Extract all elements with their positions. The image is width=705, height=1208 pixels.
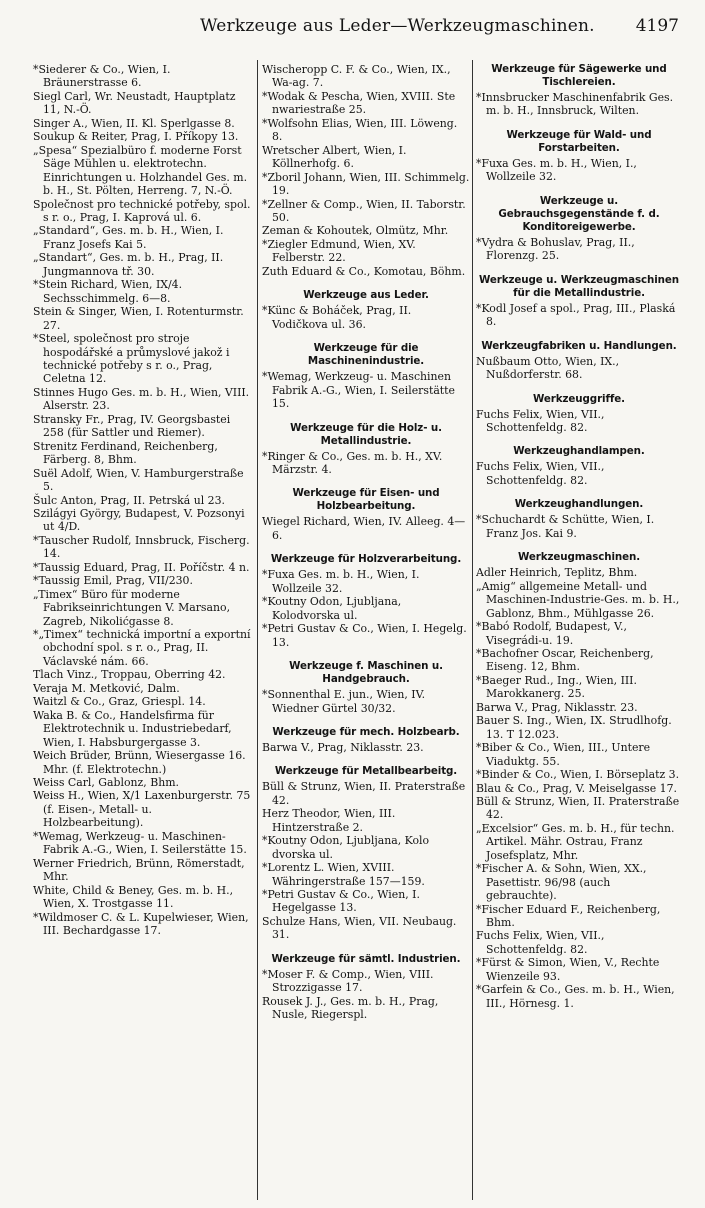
directory-entry: *Wemag, Werkzeug- u. Maschinen-Fabrik A.-G., Wien, I. Seilerstätte 15. — [33, 829, 247, 857]
directory-entry: Büll & Strunz, Wien, II. Praterstraße 42. — [262, 780, 466, 807]
directory-entry: *Petri Gustav & Co., Wien, I. Hegelgasse 13. — [262, 888, 420, 915]
directory-entry: *Moser F. & Comp., Wien, VIII. Strozzigasse 17. — [262, 967, 434, 995]
directory-entry: *Baeger Rud., Ing., Wien, III. Marokkanerg. 25. — [476, 673, 637, 701]
directory-entry: „Spesa“ Spezialbüro f. moderne Forst Säge Mühlen u. elektrotechn. Einrichtungen u. Holzhandel Ges. m. b. H., St. Pölten, Herreng. 7, N.-Ö. — [33, 143, 248, 198]
section-heading: Werkzeuge aus Leder. — [303, 289, 429, 302]
directory-entry: Veraja M. Metković, Dalm. — [33, 681, 180, 695]
page-number: 4197 — [635, 16, 679, 36]
directory-entry: Nußbaum Otto, Wien, IX., Nußdorferstr. 68. — [476, 354, 620, 382]
directory-entry: *Taussig Eduard, Prag, II. Poříčstr. 4 n. — [33, 560, 250, 574]
directory-entry: *Babó Rodolf, Budapest, V., Visegrádi-u. 19. — [476, 620, 627, 647]
directory-entry: Wischeropp C. F. & Co., Wien, IX., Wa-ag. 7. — [262, 63, 451, 90]
directory-entry: Šulc Anton, Prag, II. Petrská ul 23. — [33, 493, 226, 507]
directory-entry: *Koutny Odon, Ljubljana, Kolo dvorska ul. — [262, 834, 430, 861]
directory-entry: „Standart“, Ges. m. b. H., Prag, II. Jungmannova tř. 30. — [33, 251, 224, 278]
directory-entry: Waitzl & Co., Graz, Griespl. 14. — [33, 695, 206, 709]
directory-entry: *Biber & Co., Wien, III., Untere Viaduktg. 55. — [476, 741, 651, 768]
directory-entry: Weiss Carl, Gablonz, Bhm. — [33, 776, 179, 790]
directory-entry: *Lorentz L. Wien, XVIII. Währingerstraße 157—159. — [262, 861, 425, 888]
directory-entry: *Wodak & Pescha, Wien, XVIII. Ste nwariestraße 25. — [262, 89, 456, 117]
directory-entry: Bauer S. Ing., Wien, IX. Strudlhofg. 13. T 12.023. — [476, 714, 672, 741]
section-heading: Werkzeuge für Holzverarbeitung. — [270, 553, 462, 566]
directory-entry: *Tauscher Rudolf, Innsbruck, Fischerg. 14. — [33, 533, 250, 561]
section-heading: Werkzeuggriffe. — [533, 392, 625, 405]
directory-entry: Weiss H., Wien, X/1 Laxenburgerstr. 75 (f. Eisen-, Metall- u. Holzbearbeitung). — [33, 789, 251, 830]
directory-entry: Waka B. & Co., Handelsfirma für Elektrotechnik u. Industriebedarf, Wien, I. Habsburgergasse 3. — [33, 708, 232, 749]
section-heading: Werkzeuge für Metallbearbeitg. — [274, 765, 458, 778]
directory-entry: *Vydra & Bohuslav, Prag, II., Florenzg. 25. — [476, 235, 635, 263]
directory-entry: Weich Brüder, Brünn, Wiesergasse 16. Mhr. (f. Elektrotechn.) — [33, 749, 246, 776]
directory-entry: *Fischer A. & Sohn, Wien, XX., Pasettistr. 96/98 (auch gebrauchte). — [476, 862, 647, 903]
directory-entry: Herz Theodor, Wien, III. Hintzerstraße 2. — [262, 807, 396, 834]
section-heading: Werkzeuge f. Maschinen u. Handgebrauch. — [289, 660, 443, 686]
running-header — [0, 16, 705, 40]
section-heading: Werkzeuge für die Holz- u. Metallindustrie. — [290, 421, 442, 447]
directory-entry: *Fischer Eduard F., Reichenberg, Bhm. — [476, 902, 661, 930]
section-heading: Werkzeuge für Eisen- und Holzbearbeitung. — [292, 487, 440, 513]
directory-entry: Wretscher Albert, Wien, I. Köllnerhofg. 6. — [262, 143, 407, 171]
directory-entry: *Schuchardt & Schütte, Wien, I. Franz Jos. Kai 9. — [476, 513, 655, 540]
directory-entry: Büll & Strunz, Wien, II. Praterstraße 42. — [476, 794, 680, 822]
section-heading: Werkzeuge u. Werkzeugmaschinen für die Metallindustrie. — [479, 273, 679, 299]
directory-entry: Rousek J. J., Ges. m. b. H., Prag, Nusle, Riegerspl. — [262, 994, 439, 1022]
directory-entry: *Petri Gustav & Co., Wien, I. Hegelg. 13. — [262, 622, 467, 649]
directory-entry: Blau & Co., Prag, V. Meiselgasse 17. — [476, 781, 677, 795]
directory-entry: *Innsbrucker Maschinenfabrik Ges. m. b. H., Innsbruck, Wilten. — [476, 91, 674, 118]
directory-entry: *Wolfsohn Elias, Wien, III. Löweng. 8. — [262, 116, 458, 144]
directory-entry: *Bachofner Oscar, Reichenberg, Eiseng. 12, Bhm. — [476, 646, 654, 674]
directory-entry: Singer A., Wien, II. Kl. Sperlgasse 8. — [33, 116, 235, 130]
directory-entry: *Siederer & Co., Wien, I. Bräunerstrasse 6. — [33, 63, 171, 90]
directory-entry: *Taussig Emil, Prag, VII/230. — [33, 574, 193, 588]
directory-entry: *Fuxa Ges. m. b. H., Wien, I., Wollzeile 32. — [476, 156, 637, 184]
column-middle — [262, 63, 470, 1203]
directory-entry: „Standard“, Ges. m. b. H., Wien, I. Franz Josefs Kai 5. — [33, 224, 224, 251]
directory-entry: *Fürst & Simon, Wien, V., Rechte Wienzeile 93. — [476, 956, 660, 983]
directory-entry: Werner Friedrich, Brünn, Römerstadt, Mhr. — [33, 856, 245, 884]
directory-entry: Stinnes Hugo Ges. m. b. H., Wien, VIII. Alserstr. 23. — [33, 385, 250, 413]
column-divider — [257, 60, 258, 1200]
directory-entry: Szilágyi György, Budapest, V. Pozsonyi ut 4/D. — [33, 506, 245, 534]
directory-entry: Barwa V., Prag, Niklasstr. 23. — [476, 700, 638, 714]
directory-entry: Wiegel Richard, Wien, IV. Alleeg. 4—6. — [262, 515, 466, 542]
directory-entry: Fuchs Felix, Wien, VII., Schottenfeldg. 82. — [476, 460, 605, 487]
directory-entry: „Timex“ Büro für moderne Fabrikseinrichtungen V. Marsano, Zagreb, Nikolićgasse 8. — [33, 587, 231, 628]
directory-entry: *Sonnenthal E. jun., Wien, IV. Wiedner Gürtel 30/32. — [262, 688, 426, 715]
directory-entry: *Ringer & Co., Ges. m. b. H., XV. Märzstr. 4. — [262, 449, 443, 476]
directory-entry: *Wemag, Werkzeug- u. Maschinen Fabrik A.-G., Wien, I. Seilerstätte 15. — [262, 370, 456, 411]
directory-entry: *Ziegler Edmund, Wien, XV. Felberstr. 22. — [262, 237, 416, 265]
page-title: Werkzeuge aus Leder—Werkzeugmaschinen. — [200, 16, 595, 36]
section-heading: Werkzeuge für Sägewerke und Tischlereien. — [491, 63, 667, 88]
column-left — [33, 63, 251, 1203]
directory-entry: White, Child & Beney, Ges. m. b. H., Wien, X. Trostgasse 11. — [33, 883, 234, 911]
directory-entry: „Amig“ allgemeine Metall- und Maschinen-Industrie-Ges. m. b. H., Gablonz, Bhm., Mühlgasse 26. — [476, 579, 680, 620]
directory-entry: Barwa V., Prag, Niklasstr. 23. — [262, 740, 424, 754]
directory-entry: *Zboril Johann, Wien, III. Schimmelg. 19. — [262, 170, 470, 198]
directory-entry: Stransky Fr., Prag, IV. Georgsbastei 258 (für Sattler und Riemer). — [33, 412, 231, 440]
directory-entry: *Zellner & Comp., Wien, II. Taborstr. 50. — [262, 197, 466, 224]
directory-entry: *Künc & Boháček, Prag, II. Vodičkova ul. 36. — [262, 304, 412, 331]
directory-entry: Suël Adolf, Wien, V. Hamburgerstraße 5. — [33, 466, 244, 494]
directory-entry: *Garfein & Co., Ges. m. b. H., Wien, III., Hörnesg. 1. — [476, 983, 675, 1010]
section-heading: Werkzeuge für sämtl. Industrien. — [271, 952, 461, 965]
directory-entry: Fuchs Felix, Wien, VII., Schottenfeldg. 82. — [476, 929, 605, 956]
directory-entry: *Wildmoser C. & L. Kupelwieser, Wien, III. Bechardgasse 17. — [33, 910, 249, 937]
column-right — [476, 63, 682, 1203]
directory-entry: *Koutny Odon, Ljubljana, Kolodvorska ul. — [262, 595, 402, 622]
directory-entry: Fuchs Felix, Wien, VII., Schottenfeldg. 82. — [476, 407, 605, 434]
column-divider — [472, 60, 473, 1200]
directory-entry: *Stein Richard, Wien, IX/4. Sechsschimmelg. 6—8. — [33, 278, 183, 305]
section-heading: Werkzeuge für die Maschinenindustrie. — [307, 342, 425, 368]
directory-entry: Strenitz Ferdinand, Reichenberg, Färberg. 8, Bhm. — [33, 439, 218, 467]
directory-entry: *Binder & Co., Wien, I. Börseplatz 3. — [476, 768, 680, 782]
section-heading: Werkzeuge für Wald- und Forstarbeiten. — [506, 128, 652, 154]
directory-entry: *„Timex“ technická importní a exportní obchodní spol. s r. o., Prag, II. Václavské nám. 66. — [33, 628, 251, 668]
directory-entry: Siegl Carl, Wr. Neustadt, Hauptplatz 11, N.-Ö. — [33, 89, 236, 117]
directory-entry: Společnost pro technické potřeby, spol. s r. o., Prag, I. Kaprová ul. 6. — [33, 197, 251, 224]
directory-entry: *Kodl Josef a spol., Prag, III., Plaská 8. — [476, 301, 676, 329]
section-heading: Werkzeughandlampen. — [513, 445, 645, 458]
directory-entry: *Fuxa Ges. m. b. H., Wien, I. Wollzeile 32. — [262, 568, 420, 595]
section-heading: Werkzeughandlungen. — [514, 498, 644, 511]
section-heading: Werkzeugfabriken u. Handlungen. — [481, 339, 677, 352]
section-heading: Werkzeuge u. Gebrauchsgegenstände f. d. Konditoreigewerbe. — [498, 194, 660, 233]
directory-entry: Schulze Hans, Wien, VII. Neubaug. 31. — [262, 914, 457, 942]
directory-entry: Zuth Eduard & Co., Komotau, Böhm. — [262, 264, 466, 278]
directory-entry: Soukup & Reiter, Prag, I. Příkopy 13. — [33, 130, 239, 144]
section-heading: Werkzeugmaschinen. — [517, 551, 641, 564]
directory-entry: Tlach Vinz., Troppau, Oberring 42. — [33, 668, 226, 682]
directory-entry: Stein & Singer, Wien, I. Rotenturmstr. 27. — [33, 305, 244, 332]
directory-entry: Zeman & Kohoutek, Olmütz, Mhr. — [262, 224, 449, 238]
section-heading: Werkzeuge für mech. Holzbearb. — [272, 725, 460, 738]
directory-entry: „Excelsior“ Ges. m. b. H., für techn. Artikel. Mähr. Ostrau, Franz Josefsplatz, Mhr. — [476, 821, 675, 862]
directory-entry: *Steel, společnost pro stroje hospodářské a průmyslové jakož i technické potřeby s r. o., Prag, Celetna 12. — [33, 332, 230, 386]
directory-entry: Adler Heinrich, Teplitz, Bhm. — [476, 566, 638, 580]
